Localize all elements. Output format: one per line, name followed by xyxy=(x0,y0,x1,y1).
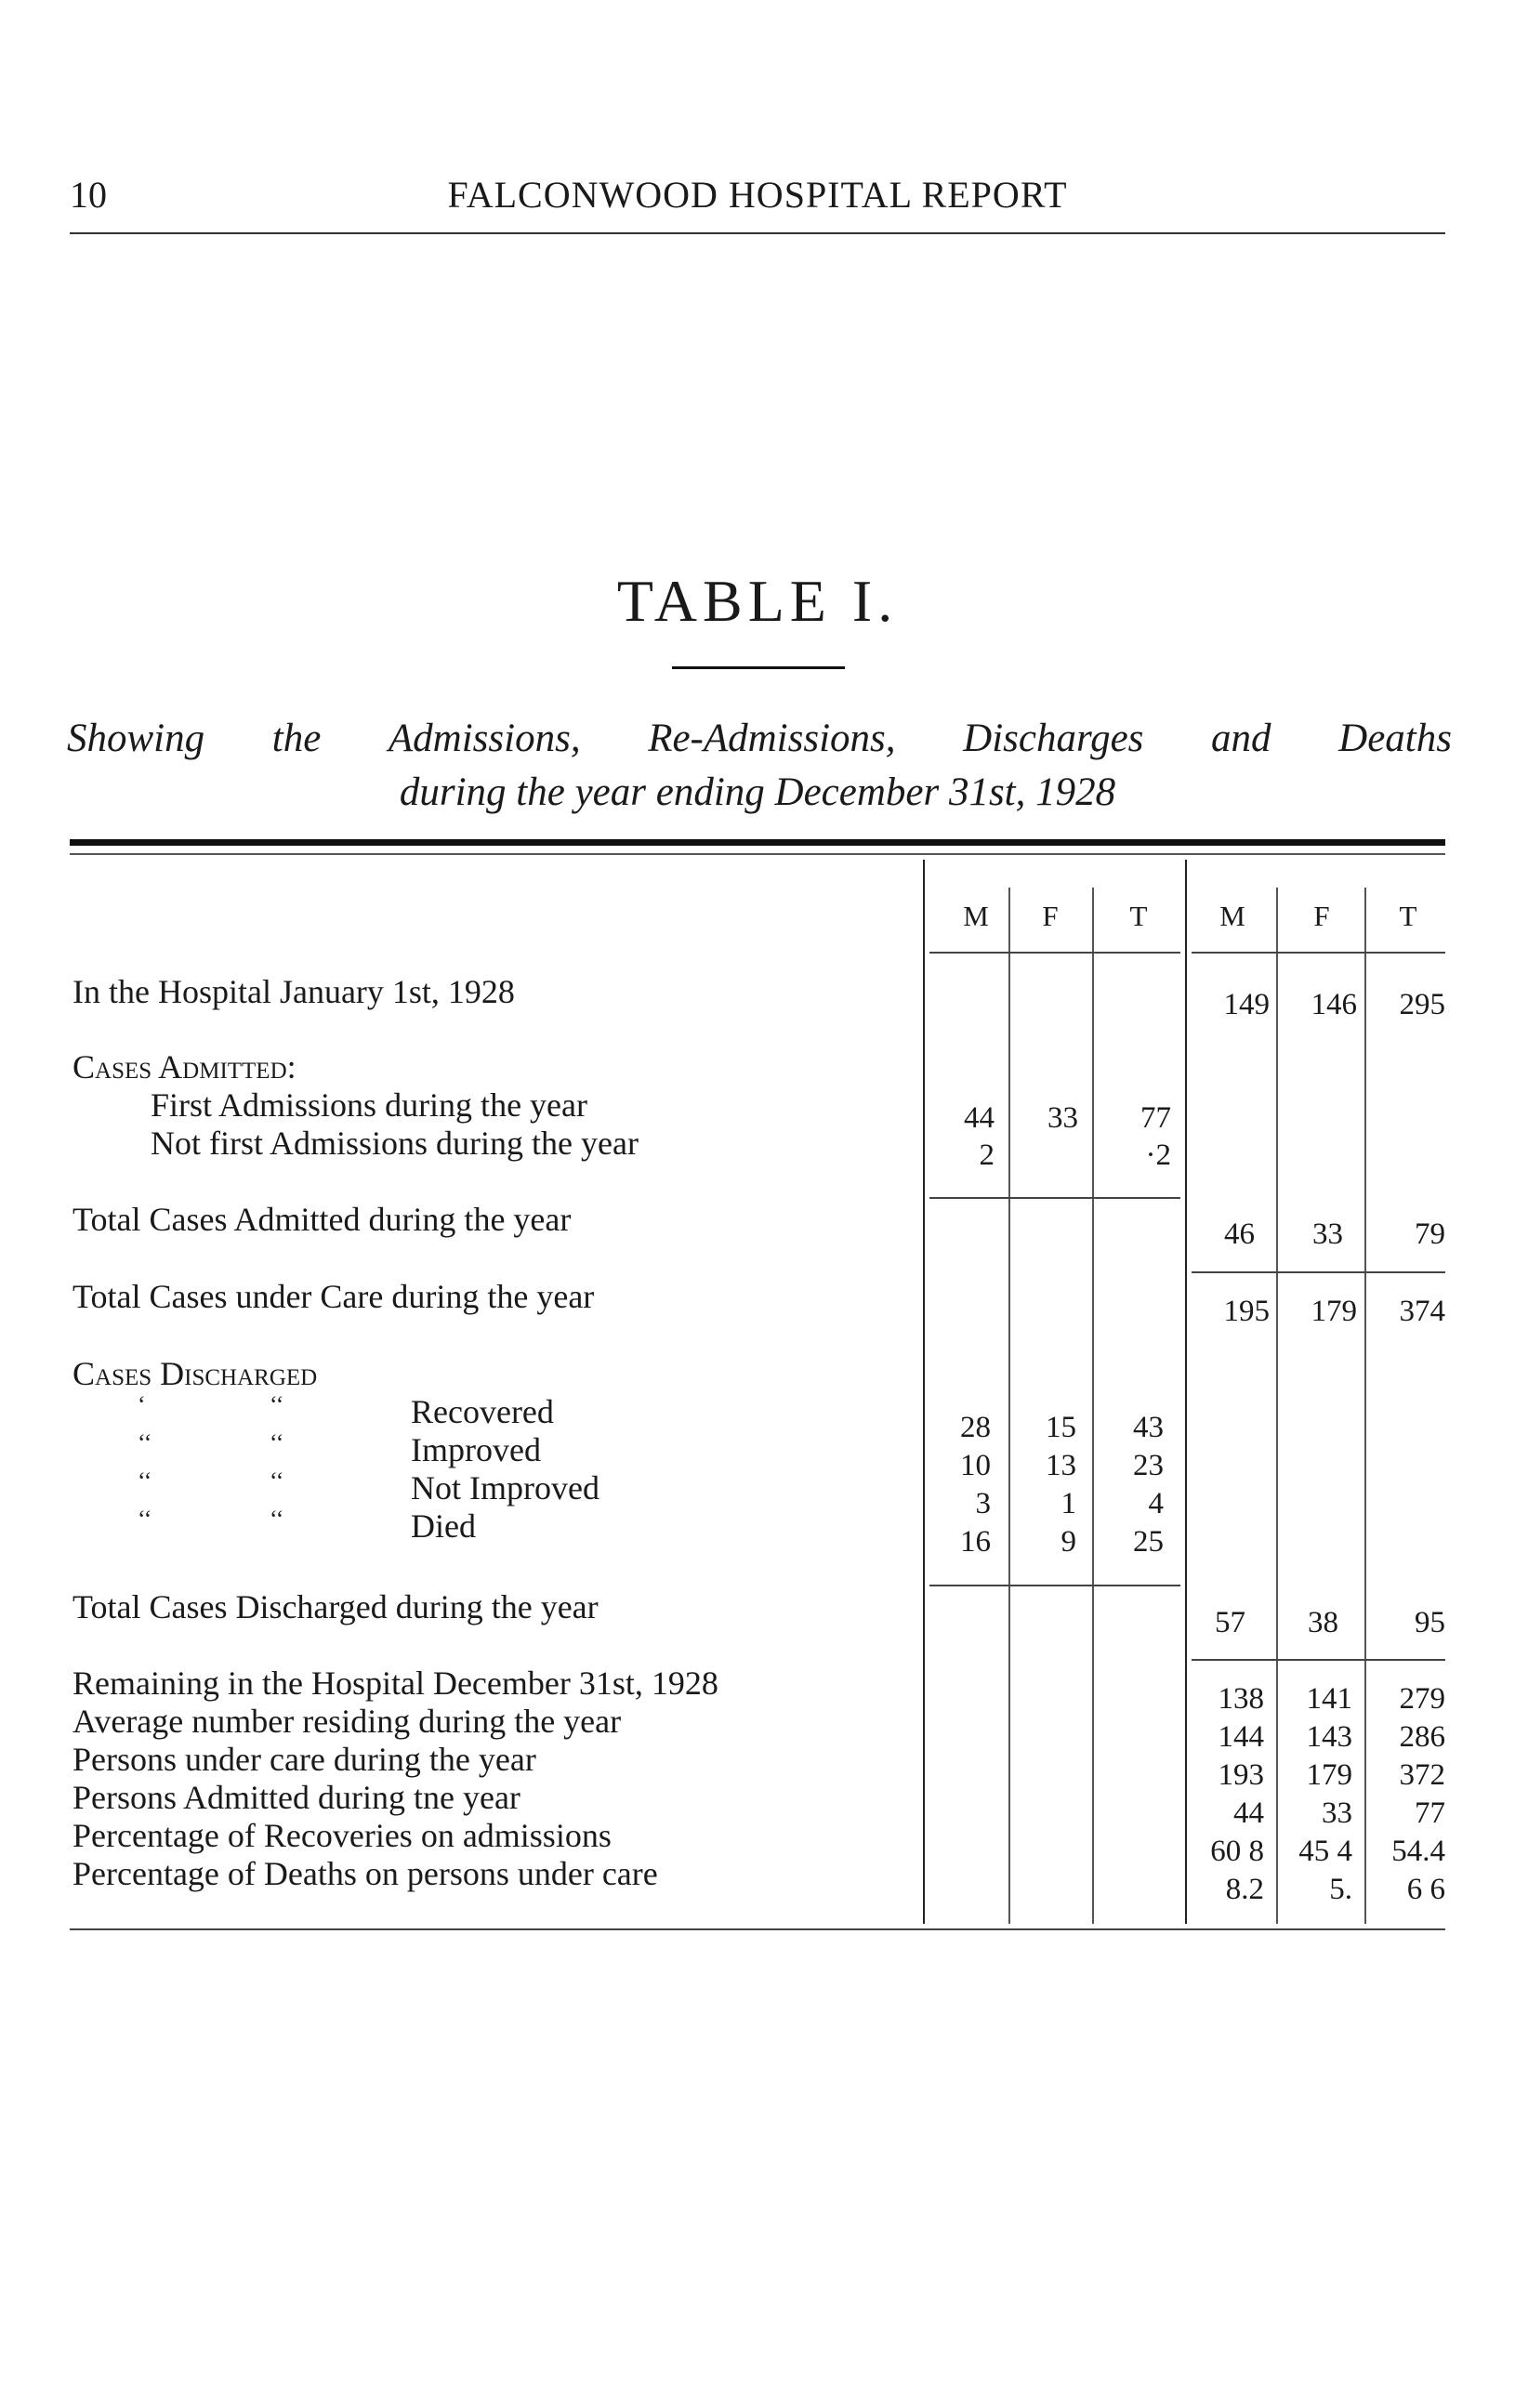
cell-value: 33 xyxy=(1322,1796,1352,1830)
column-divider xyxy=(1185,860,1187,1924)
column-header-rule xyxy=(1192,952,1445,954)
cell-value: 45 4 xyxy=(1298,1835,1352,1868)
column-divider xyxy=(1008,888,1010,1924)
cell-value: 28 xyxy=(960,1411,991,1444)
column-divider xyxy=(923,860,925,1924)
cell-value: 46 xyxy=(1224,1217,1255,1251)
cell-value: 1 xyxy=(1060,1487,1076,1520)
cell-value: 23 xyxy=(1133,1449,1164,1482)
discharged-subtotal-rule xyxy=(929,1585,1180,1586)
section-heading-cases-discharged: Cases Discharged xyxy=(72,1355,318,1392)
table-title: TABLE I. xyxy=(616,568,899,634)
ditto-mark: ‘‘ xyxy=(270,1391,284,1418)
cell-value: 44 xyxy=(1233,1796,1264,1830)
ditto-mark: ‘‘ xyxy=(270,1506,284,1533)
subtitle-word: and xyxy=(1211,717,1271,760)
cell-value: 44 xyxy=(964,1101,995,1135)
cell-value: 195 xyxy=(1223,1295,1270,1328)
row-label-total-discharged: Total Cases Discharged during the year xyxy=(72,1588,599,1625)
column-header-t: T xyxy=(1399,900,1417,932)
ditto-mark: ‘‘ xyxy=(138,1429,152,1456)
column-header-m: M xyxy=(963,900,989,932)
cell-value: 5. xyxy=(1329,1873,1352,1906)
subtitle-word: Deaths xyxy=(1338,717,1452,760)
column-header-rule xyxy=(929,952,1180,954)
cell-value: 33 xyxy=(1312,1217,1343,1251)
cell-value: 8.2 xyxy=(1225,1873,1264,1906)
row-label-recovered: Recovered xyxy=(411,1393,554,1430)
cell-value: 143 xyxy=(1306,1720,1352,1754)
column-header-m: M xyxy=(1219,900,1245,932)
cell-value: 13 xyxy=(1046,1449,1076,1482)
cell-value: 54.4 xyxy=(1391,1835,1445,1868)
subtitle-line-1 xyxy=(67,716,1452,761)
ditto-mark: ‘‘ xyxy=(138,1467,152,1494)
cell-value: 9 xyxy=(1060,1525,1076,1559)
ditto-mark: ‘ xyxy=(138,1391,146,1418)
cell-value: 179 xyxy=(1306,1758,1352,1792)
column-divider xyxy=(1276,888,1278,1924)
cell-value: 141 xyxy=(1306,1682,1352,1716)
table-bottom-rule xyxy=(70,1928,1445,1930)
discharged-total-rule xyxy=(1192,1659,1445,1661)
admitted-subtotal-rule xyxy=(929,1197,1180,1199)
subtitle-word: Discharges xyxy=(963,717,1144,760)
row-label-in-hospital: In the Hospital January 1st, 1928 xyxy=(72,973,515,1010)
row-label-remaining: Remaining in the Hospital December 31st, 1928 xyxy=(72,1665,718,1702)
subtitle-word: the xyxy=(271,717,322,760)
admitted-total-rule xyxy=(1192,1271,1445,1273)
row-label-total-under-care: Total Cases under Care during the year xyxy=(72,1278,595,1315)
table-top-rule xyxy=(70,839,1445,846)
table-top-rule-thin xyxy=(70,853,1445,855)
header-rule xyxy=(70,232,1445,234)
cell-value: 138 xyxy=(1218,1682,1264,1716)
cell-value: 193 xyxy=(1218,1758,1264,1792)
cell-value: ·2 xyxy=(1145,1138,1171,1172)
row-label-not-first-admissions: Not first Admissions during the year xyxy=(151,1125,639,1162)
column-header-f: F xyxy=(1313,900,1330,932)
cell-value: 77 xyxy=(1140,1101,1171,1135)
cell-value: 372 xyxy=(1399,1758,1445,1792)
cell-value: 25 xyxy=(1133,1525,1164,1559)
subtitle-word: Re-Admissions, xyxy=(648,717,896,760)
row-label-died: Died xyxy=(411,1507,476,1545)
cell-value: 4 xyxy=(1148,1487,1164,1520)
row-label-not-improved: Not Improved xyxy=(411,1469,599,1507)
cell-value: 374 xyxy=(1399,1295,1445,1328)
row-label-pct-deaths: Percentage of Deaths on persons under care xyxy=(72,1855,658,1892)
running-header: FALCONWOOD HOSPITAL REPORT xyxy=(447,174,1068,216)
cell-value: 38 xyxy=(1308,1606,1338,1639)
subtitle-line-2: during the year ending December 31st, 1928 xyxy=(399,770,1116,814)
cell-value: 77 xyxy=(1415,1796,1445,1830)
row-label-persons-admitted: Persons Admitted during tne year xyxy=(72,1779,520,1816)
column-divider xyxy=(1092,888,1094,1924)
cell-value: 16 xyxy=(960,1525,991,1559)
column-divider xyxy=(1364,888,1366,1924)
cell-value: 144 xyxy=(1218,1720,1264,1754)
section-heading-cases-admitted: Cases Admitted: xyxy=(72,1048,296,1086)
subtitle-word: Admissions, xyxy=(388,717,581,760)
title-underline xyxy=(672,666,845,669)
ditto-mark: ‘‘ xyxy=(270,1429,284,1456)
cell-value: 43 xyxy=(1133,1411,1164,1444)
cell-value: 3 xyxy=(975,1487,991,1520)
ditto-mark: ‘‘ xyxy=(270,1467,284,1494)
cell-value: 95 xyxy=(1415,1606,1445,1639)
row-label-pct-recoveries: Percentage of Recoveries on admissions xyxy=(72,1817,612,1854)
cell-value: 149 xyxy=(1223,988,1270,1021)
cell-value: 6 6 xyxy=(1406,1873,1445,1906)
column-header-t: T xyxy=(1129,900,1148,932)
ditto-mark: ‘‘ xyxy=(138,1506,152,1533)
cell-value: 146 xyxy=(1311,988,1357,1021)
cell-value: 33 xyxy=(1047,1101,1078,1135)
cell-value: 60 8 xyxy=(1210,1835,1264,1868)
cell-value: 179 xyxy=(1311,1295,1357,1328)
cell-value: 15 xyxy=(1046,1411,1076,1444)
column-header-f: F xyxy=(1042,900,1059,932)
row-label-improved: Improved xyxy=(411,1431,541,1468)
cell-value: 295 xyxy=(1399,988,1445,1021)
cell-value: 286 xyxy=(1399,1720,1445,1754)
row-label-first-admissions: First Admissions during the year xyxy=(151,1086,587,1124)
page-number: 10 xyxy=(70,174,107,216)
subtitle-word: Showing xyxy=(67,717,205,760)
row-label-average-residing: Average number residing during the year xyxy=(72,1703,622,1740)
cell-value: 79 xyxy=(1415,1217,1445,1251)
row-label-total-admitted: Total Cases Admitted during the year xyxy=(72,1201,572,1238)
cell-value: 2 xyxy=(979,1138,995,1172)
cell-value: 57 xyxy=(1215,1606,1245,1639)
cell-value: 279 xyxy=(1399,1682,1445,1716)
cell-value: 10 xyxy=(960,1449,991,1482)
row-label-persons-under-care: Persons under care during the year xyxy=(72,1741,536,1778)
